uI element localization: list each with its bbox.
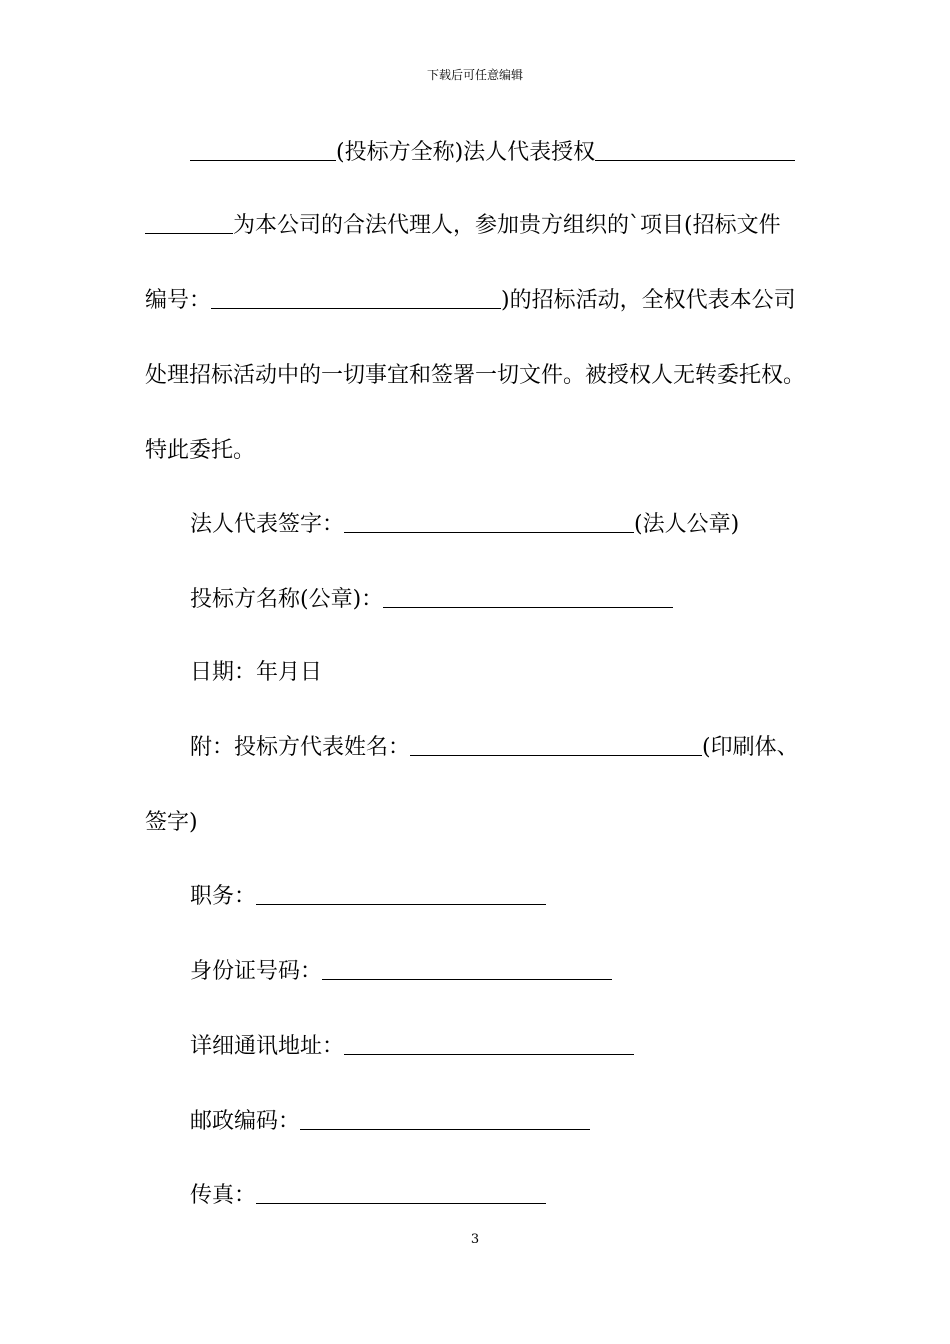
position-blank[interactable] (256, 884, 546, 905)
header-note: 下载后可任意编辑 (426, 68, 523, 82)
address-row (190, 1032, 634, 1062)
bidder-full-name-blank[interactable] (190, 140, 336, 161)
rep-name-blank[interactable] (410, 735, 702, 756)
postal-code-label: 邮政编码： (190, 1109, 301, 1134)
authorization-line-3 (145, 286, 796, 316)
position-label: 职务： (190, 884, 257, 909)
authorization-line-1-text: (投标方全称)法人代表授权 (336, 140, 596, 165)
authorization-line-2 (145, 211, 781, 241)
tender-number-label: 编号： (145, 288, 212, 313)
legal-rep-signature-row (190, 510, 739, 540)
legal-seal-label: (法人公章) (634, 512, 740, 537)
id-number-label: 身份证号码： (190, 959, 323, 984)
rep-name-note: (印刷体、 (702, 735, 799, 760)
bidder-name-row (190, 585, 673, 615)
authorized-person-blank[interactable] (595, 140, 795, 161)
tender-number-blank[interactable] (211, 288, 501, 309)
fax-blank[interactable] (256, 1183, 546, 1204)
fax-label: 传真： (190, 1183, 257, 1208)
authorization-line-3-text: )的招标活动，全权代表本公司 (501, 288, 796, 313)
authorization-line-5: 特此委托。 (145, 438, 256, 463)
address-blank[interactable] (344, 1034, 634, 1055)
rep-name-note-continued: 签字) (145, 810, 198, 835)
postal-code-blank[interactable] (300, 1109, 590, 1130)
rep-name-row (190, 733, 799, 763)
rep-name-label: 附：投标方代表姓名： (190, 735, 411, 760)
page-number: 3 (470, 1232, 480, 1247)
postal-code-row (190, 1107, 590, 1137)
legal-rep-signature-label: 法人代表签字： (190, 512, 345, 537)
id-number-row (190, 957, 612, 987)
authorization-line-4: 处理招标活动中的一切事宜和签署一切文件。被授权人无转委托权。 (145, 363, 806, 388)
legal-rep-signature-blank[interactable] (344, 512, 634, 533)
address-label: 详细通讯地址： (190, 1034, 345, 1059)
position-row (190, 882, 546, 912)
authorized-person-blank-cont[interactable] (145, 213, 233, 234)
fax-row (190, 1181, 546, 1211)
id-number-blank[interactable] (322, 959, 612, 980)
bidder-name-blank[interactable] (383, 587, 673, 608)
authorization-line-1 (190, 138, 795, 168)
bidder-name-label: 投标方名称(公章)： (190, 587, 384, 612)
authorization-line-2-text: 为本公司的合法代理人，参加贵方组织的`项目(招标文件 (233, 213, 781, 238)
date-row: 日期：年月日 (190, 660, 323, 685)
